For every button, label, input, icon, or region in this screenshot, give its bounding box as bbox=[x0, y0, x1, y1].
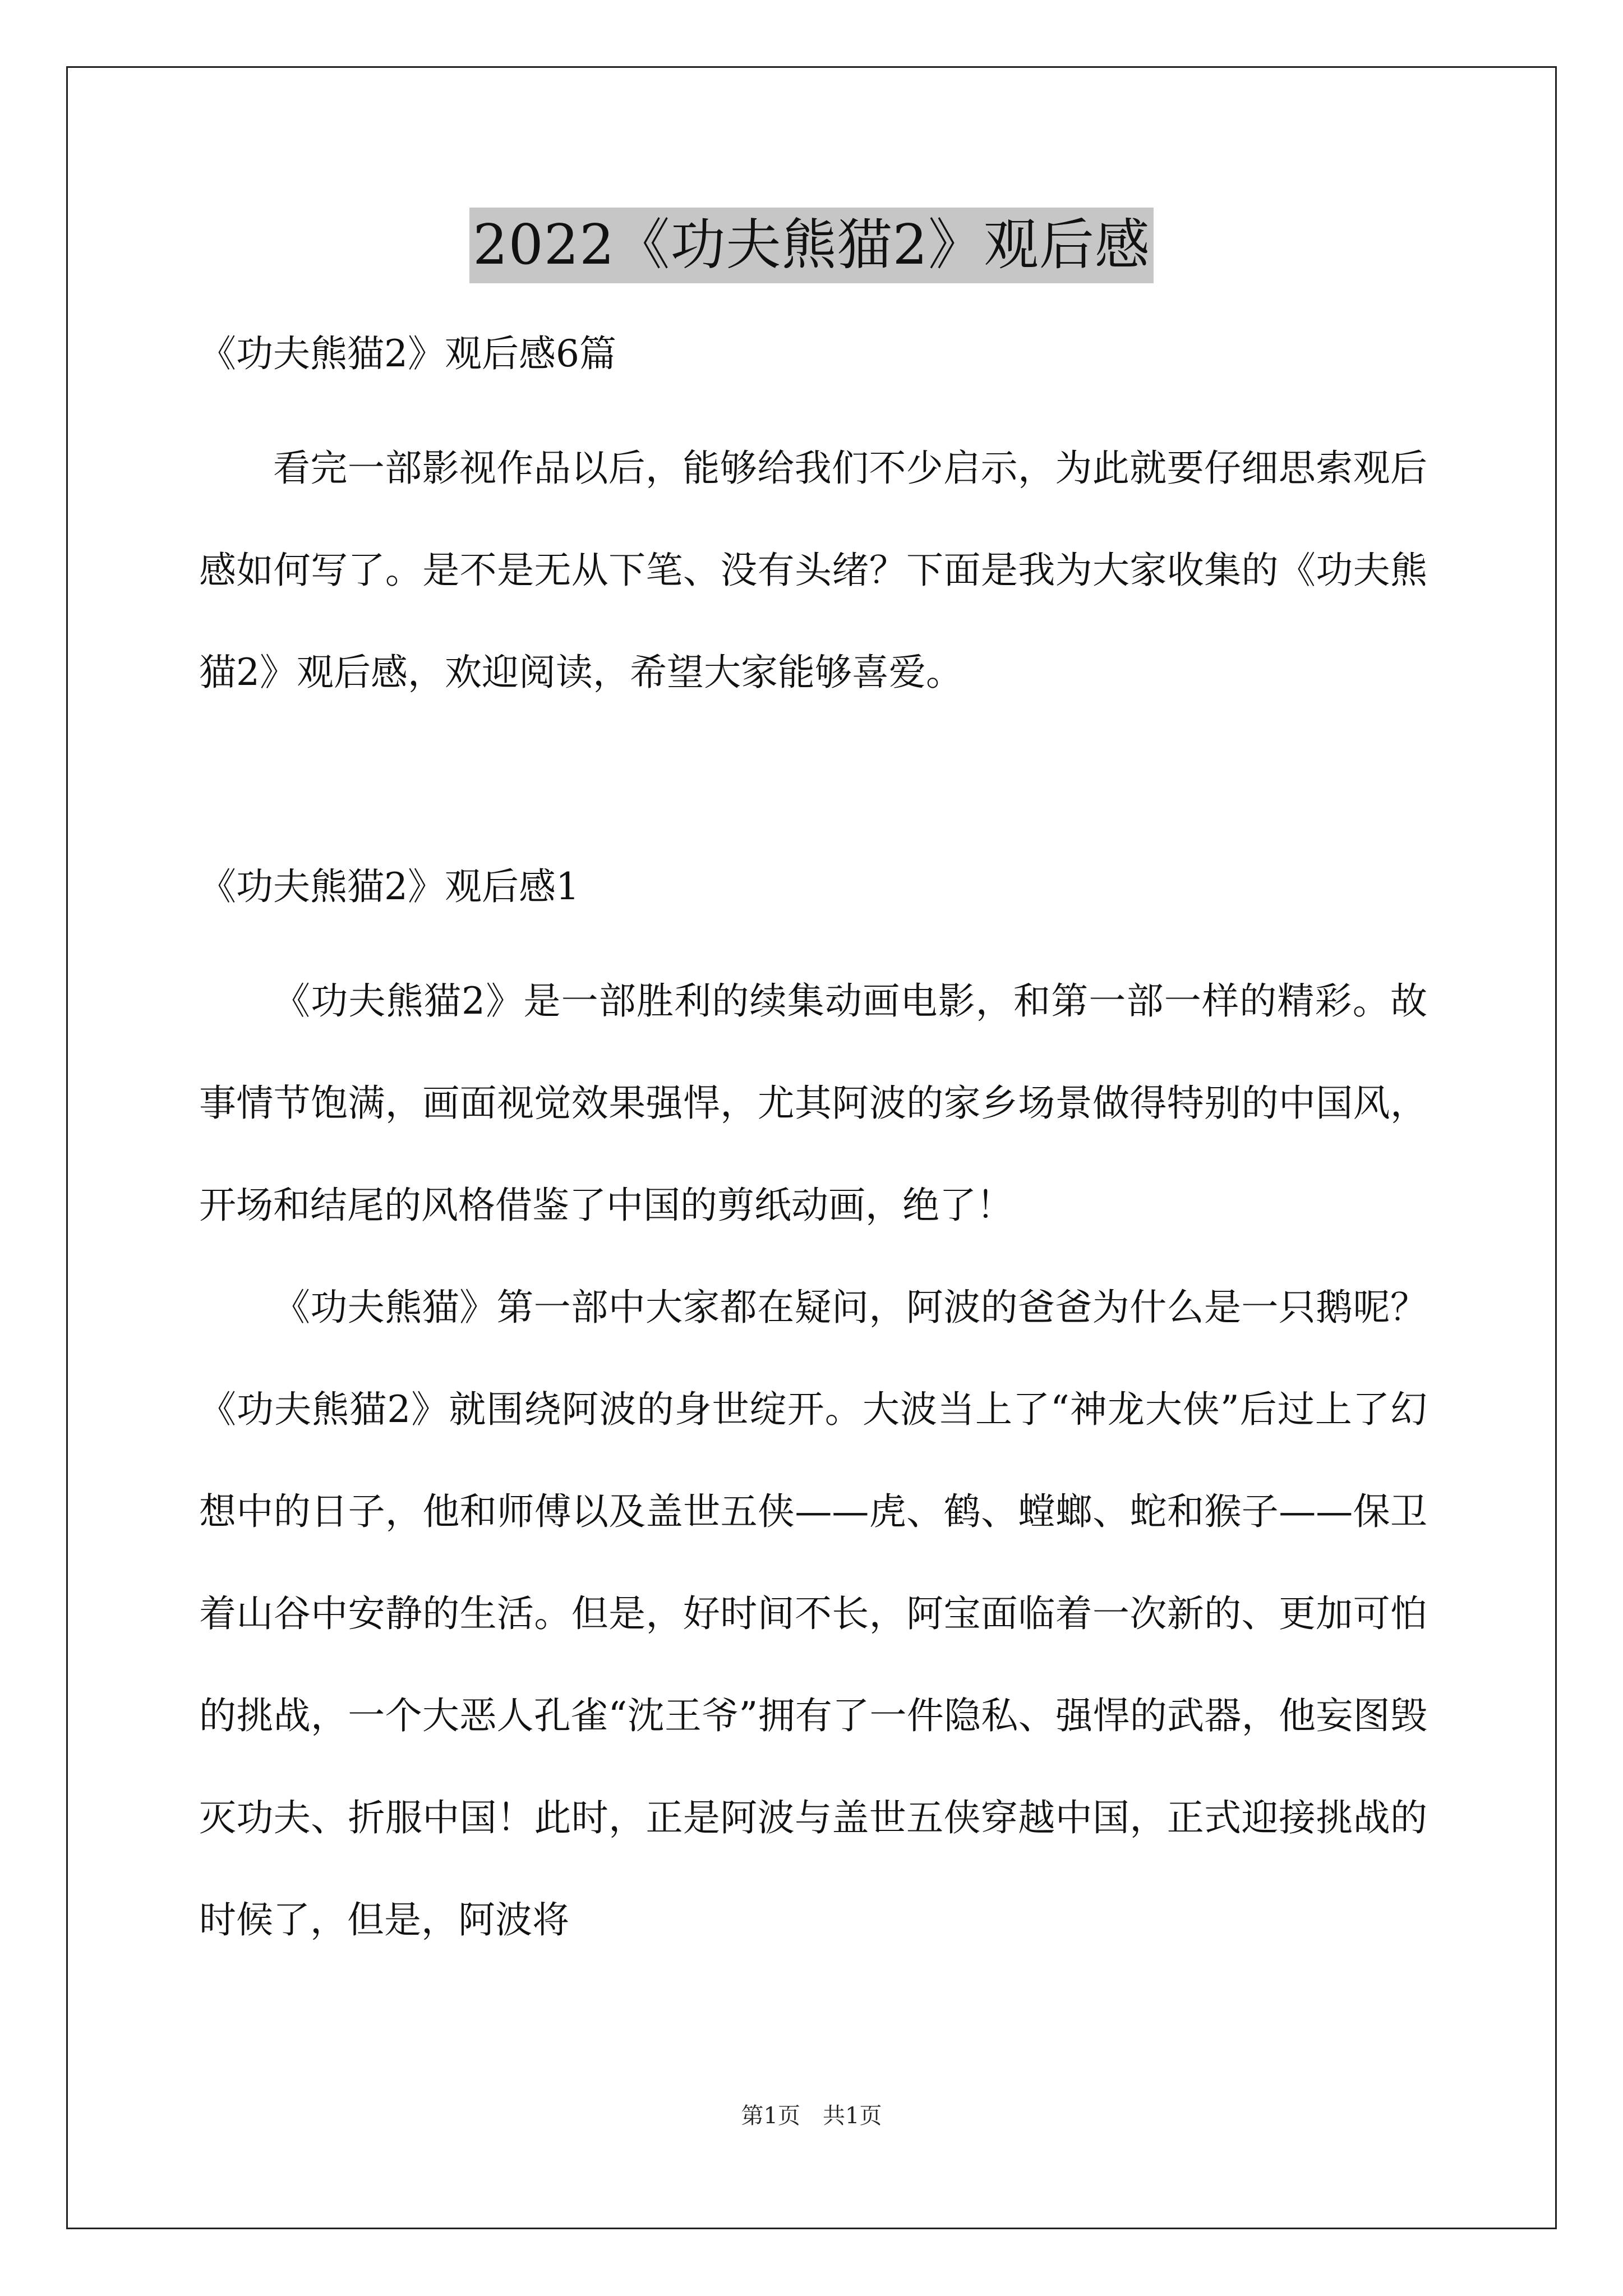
intro-paragraph: 看完一部影视作品以后，能够给我们不少启示，为此就要仔细思索观后感如何写了。是不是无从下笔、没有头绪？下面是我为大家收集的《功夫熊猫2》观后感，欢迎阅读，希望大家能够喜爱。 bbox=[199, 447, 1427, 694]
title-container bbox=[0, 208, 1623, 283]
page-number-label: 第1页 共1页 bbox=[741, 2103, 882, 2129]
section-heading: 《功夫熊猫2》观后感1 bbox=[199, 865, 579, 908]
document-body bbox=[199, 303, 1427, 1971]
page-footer bbox=[0, 2098, 1623, 2130]
document-title: 2022《功夫熊猫2》观后感 bbox=[469, 208, 1154, 283]
document-subtitle: 《功夫熊猫2》观后感6篇 bbox=[199, 332, 616, 375]
body-paragraph-1: 《功夫熊猫2》是一部胜利的续集动画电影，和第一部一样的精彩。故事情节饱满，画面视觉效果强悍，尤其阿波的家乡场景做得特别的中国风，开场和结尾的风格借鉴了中国的剪纸动画，绝了！ bbox=[199, 979, 1427, 1227]
body-paragraph-2: 《功夫熊猫》第一部中大家都在疑问，阿波的爸爸为什么是一只鹅呢？《功夫熊猫2》就围绕阿波的身世绽开。大波当上了“神龙大侠”后过上了幻想中的日子，他和师傅以及盖世五侠——虎、鹤、螳螂、蛇和猴子——保卫着山谷中安静的生活。但是，好时间不长，阿宝面临着一次新的、更加可怕的挑战，一个大恶人孔雀“沈王爷”拥有了一件隐私、强悍的武器，他妄图毁灭功夫、折服中国！此时，正是阿波与盖世五侠穿越中国，正式迎接挑战的时候了，但是，阿波将 bbox=[199, 1286, 1427, 1941]
